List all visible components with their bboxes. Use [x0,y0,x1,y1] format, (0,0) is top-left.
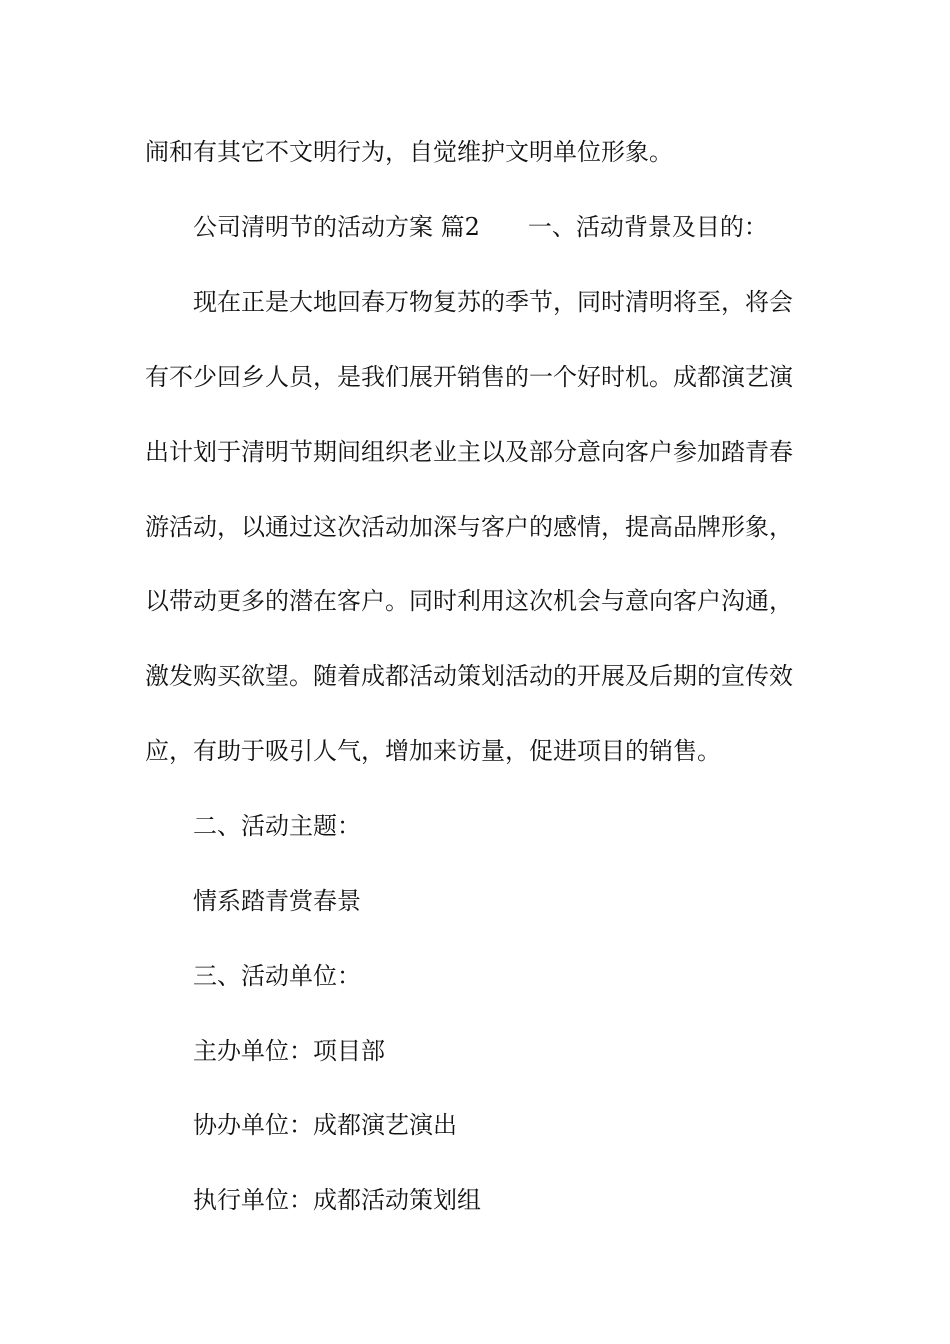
plan-title: 公司清明节的活动方案 [193,213,433,241]
section-title: 一、活动背景及目的： [527,213,768,241]
section-heading: 三、活动单位： [193,962,361,990]
text-line: 闹和有其它不文明行为，自觉维护文明单位形象。 [145,138,673,166]
executor-line: 执行单位：成都活动策划组 [193,1186,481,1214]
section-heading: 二、活动主题： [193,812,361,840]
co-organizer-line: 协办单位：成都演艺演出 [193,1111,457,1139]
text-line: 激发购买欲望。随着成都活动策划活动的开展及后期的宣传效 [145,662,793,690]
text-line: 出计划于清明节期间组织老业主以及部分意向客户参加踏青春 [145,438,793,466]
section-heading-line [193,212,768,242]
organizer-line: 主办单位：项目部 [193,1037,385,1065]
text-line: 现在正是大地回春万物复苏的季节，同时清明将至，将会 [193,288,793,316]
part-label: 篇2 [440,213,480,241]
text-line: 有不少回乡人员，是我们展开销售的一个好时机。成都演艺演 [145,363,793,391]
text-line: 应，有助于吸引人气，增加来访量，促进项目的销售。 [145,737,721,765]
text-line: 以带动更多的潜在客户。同时利用这次机会与意向客户沟通， [145,587,793,615]
theme-text: 情系踏青赏春景 [193,887,361,915]
text-line: 游活动，以通过这次活动加深与客户的感情，提高品牌形象， [145,513,793,541]
